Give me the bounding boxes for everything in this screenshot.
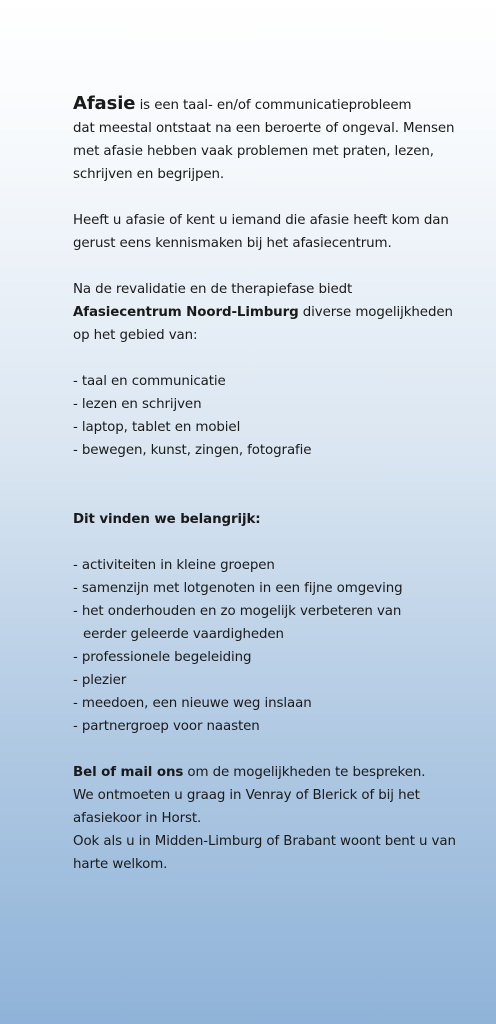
list-item: - taal en communicatie: [73, 374, 226, 389]
contact-paragraph: [73, 761, 473, 876]
list-item: - plezier: [73, 673, 127, 688]
list-item: - professionele begeleiding: [73, 650, 252, 665]
invite-paragraph: Heeft u afasie of kent u iemand die afasie heeft kom dan gerust eens kennismaken bij het afasiecentrum.: [73, 213, 449, 251]
list-item: - het onderhouden en zo mogelijk verbeteren van: [73, 604, 402, 619]
flyer-content: [73, 92, 473, 876]
contact-welcome-text: Ook als u in Midden-Limburg of Brabant woont bent u van harte welkom.: [73, 834, 456, 872]
values-list: [73, 554, 473, 738]
list-item: - samenzijn met lotgenoten in een fijne omgeving: [73, 581, 403, 596]
contact-bold-text: Bel of mail ons: [73, 765, 184, 780]
org-name: Afasiecentrum Noord-Limburg: [73, 305, 299, 320]
contact-text-after: om de mogelijkheden te bespreken.: [183, 765, 426, 780]
list-item: - partnergroep voor naasten: [73, 719, 260, 734]
values-heading: Dit vinden we belangrijk:: [73, 512, 261, 527]
offer-list: [73, 370, 473, 462]
list-item-continuation: eerder geleerde vaardigheden: [83, 627, 284, 642]
offer-paragraph: [73, 278, 473, 347]
list-item: - activiteiten in kleine groepen: [73, 558, 275, 573]
list-item: - meedoen, een nieuwe weg inslaan: [73, 696, 312, 711]
intro-text-rest: dat meestal ontstaat na een beroerte of ongeval. Mensen met afasie hebben vaak problemen met praten, lezen, schrijven en begrijpen.: [73, 121, 455, 182]
list-item: - laptop, tablet en mobiel: [73, 420, 241, 435]
offer-text-before: Na de revalidatie en de therapiefase biedt: [73, 282, 353, 297]
intro-text-line1: is een taal- en/of communicatieprobleem: [135, 98, 412, 113]
offer-text-after: diverse mogelijkheden op het gebied van:: [73, 305, 453, 343]
list-item: - lezen en schrijven: [73, 397, 202, 412]
list-item: - bewegen, kunst, zingen, fotografie: [73, 443, 312, 458]
intro-paragraph: [73, 92, 473, 186]
intro-heading-word: Afasie: [73, 93, 136, 114]
contact-meet-text: We ontmoeten u graag in Venray of Blerick of bij het afasiekoor in Horst.: [73, 788, 420, 826]
